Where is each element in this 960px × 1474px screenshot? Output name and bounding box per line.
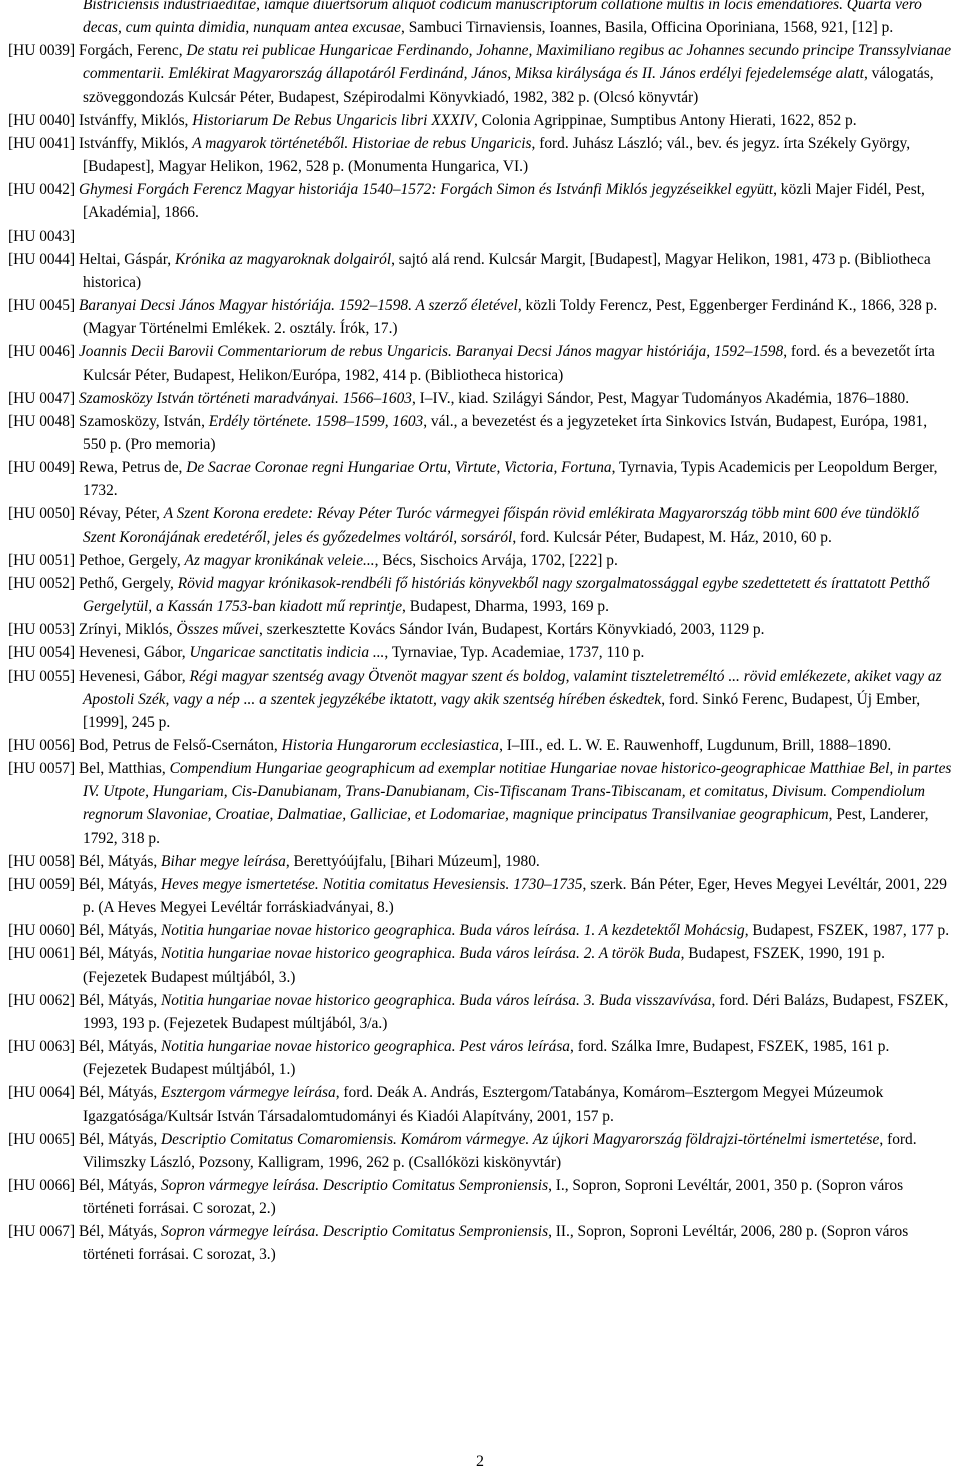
entry-id: [HU 0039] bbox=[8, 42, 76, 60]
bibliography-entry bbox=[8, 502, 952, 548]
title-text: Baranyai Decsi János Magyar históriája. 1592–1598. A szerző életével bbox=[78, 297, 518, 315]
entry-id: [HU 0050] bbox=[8, 505, 76, 523]
citation-text: Szamosközy, István, bbox=[78, 412, 209, 430]
citation-text: Forgách, Ferenc, bbox=[78, 42, 187, 60]
citation-text: , Berettyóújfalu, [Bihari Múzeum], 1980. bbox=[285, 852, 540, 870]
bibliography-entry bbox=[8, 109, 952, 132]
bibliography-list bbox=[8, 39, 952, 1266]
citation-text: Rewa, Petrus de, bbox=[78, 459, 187, 477]
citation-text: Pethő, Gergely, bbox=[78, 574, 178, 592]
title-text: Notitia hungariae novae historico geographica. Buda város leírása. 1. A kezdetektől Mohácsig bbox=[161, 922, 745, 940]
citation-text: Bel, Matthias, bbox=[78, 760, 170, 778]
title-text: A magyarok történetéből. Historiae de rebus Ungaricis bbox=[192, 134, 532, 152]
bibliography-entry bbox=[8, 989, 952, 1035]
citation-text: Bél, Mátyás, bbox=[78, 1223, 162, 1241]
entry-id: [HU 0058] bbox=[8, 852, 76, 870]
bibliography-entry bbox=[8, 132, 952, 178]
citation-text: Hevenesi, Gábor, bbox=[78, 644, 190, 662]
bibliography-entry bbox=[8, 456, 952, 502]
citation-text: , szerkesztette Kovács Sándor Iván, Budapest, Kortárs Könyvkiadó, 2003, 1129 p. bbox=[258, 621, 765, 639]
bibliography-entry bbox=[8, 178, 952, 224]
entry-id: [HU 0048] bbox=[8, 412, 76, 430]
citation-text: , Colonia Agrippinae, Sumptibus Antony Hierati, 1622, 852 p. bbox=[473, 111, 857, 129]
title-text: Notitia hungariae novae historico geographica. Pest város leírása bbox=[161, 1038, 571, 1056]
entry-id: [HU 0064] bbox=[8, 1084, 76, 1102]
title-text: Heves megye ismertetése. Notitia comitatus Hevesiensis. 1730–1735 bbox=[161, 875, 583, 893]
citation-text: , közli Toldy Ferencz, Pest, Eggenberger Ferdinánd K., 1866, 328 p. (Magyar Történelmi Emlékek. 2. osztály. Írók, 17.) bbox=[83, 297, 938, 338]
citation-text: , közli Majer Fidél, Pest, [Akadémia], 1866. bbox=[83, 181, 925, 222]
entry-id: [HU 0062] bbox=[8, 991, 76, 1009]
title-text: Descriptio Comitatus Comaromiensis. Komárom vármegye. Az újkori Magyarország földrajzi-történelmi ismertetése bbox=[161, 1130, 880, 1148]
citation-text: Bél, Mátyás, bbox=[78, 945, 162, 963]
bibliography-entry bbox=[8, 1081, 952, 1127]
entry-id: [HU 0046] bbox=[8, 343, 76, 361]
citation-text: , I–IV., kiad. Szilágyi Sándor, Pest, Magyar Tudományos Akadémia, 1876–1880. bbox=[411, 389, 910, 407]
citation-text: , ford. Szálka Imre, Budapest, FSZEK, 1985, 161 p. (Fejezetek Budapest múltjából, 1.) bbox=[83, 1038, 890, 1079]
citation-text: Heltai, Gáspár, bbox=[78, 250, 175, 268]
bibliography-page bbox=[8, 0, 952, 1267]
bibliography-entry bbox=[8, 1128, 952, 1174]
entry-id: [HU 0045] bbox=[8, 297, 76, 315]
citation-text: Bél, Mátyás, bbox=[78, 852, 162, 870]
bibliography-entry bbox=[8, 641, 952, 664]
title-text: De Sacrae Coronae regni Hungariae Ortu, Virtute, Victoria, Fortuna bbox=[186, 459, 612, 477]
citation-text: , II., Sopron, Soproni Levéltár, 2006, 280 p. (Sopron város történeti forrásai. C sorozat, 3.) bbox=[83, 1223, 909, 1264]
entry-id: [HU 0065] bbox=[8, 1130, 76, 1148]
citation-text: , ford. Kulcsár Péter, Budapest, M. Ház, 2010, 60 p. bbox=[512, 528, 832, 546]
entry-id: [HU 0054] bbox=[8, 644, 76, 662]
title-text: Ungaricae sanctitatis indicia ... bbox=[189, 644, 385, 662]
title-text: Bihar megye leírása bbox=[161, 852, 286, 870]
title-text: Sopron vármegye leírása. Descriptio Comitatus Semproniensis bbox=[161, 1176, 549, 1194]
citation-text: Bél, Mátyás, bbox=[78, 875, 162, 893]
citation-text: , válogatás, szöveggondozás Kulcsár Péter, Budapest, Szépirodalmi Könyvkiadó, 1982, 382 p. (Olcsó könyvtár) bbox=[83, 65, 934, 106]
title-text: Joannis Decii Barovii Commentariorum de rebus Ungaricis. Baranyai Decsi János magyar históriája, 1592–1598 bbox=[78, 343, 784, 361]
citation-text: Pethoe, Gergely, bbox=[78, 551, 185, 569]
entry-id: [HU 0040] bbox=[8, 111, 76, 129]
entry-id: [HU 0056] bbox=[8, 737, 76, 754]
citation-text: , ford. Juhász László; vál., bev. és jegyz. írta Székely György, [Budapest], Magyar Helikon, 1962, 528 p. (Monumenta Hungarica, VI.) bbox=[83, 134, 911, 176]
title-text: Bistriciensis industriaeditae, iamque diuertsorum aliquot codicum manuscriptorum collatione multis in locis emendatiores. Quarta vero decas, cum quinta dimidia, nunquam antea excusae bbox=[83, 0, 922, 37]
entry-id: [HU 0044] bbox=[8, 250, 76, 268]
bibliography-entry bbox=[8, 757, 952, 850]
title-text: De statu rei publicae Hungaricae Ferdinando, Johanne, Maximiliano regibus ac Johannes secundo principe Transsylvianae commentarii. Emlékirat Magyarország állapotáról Ferdinánd, János, Miksa királysága és II. János erdélyi fejedelemsége alatt bbox=[83, 42, 952, 83]
title-text: Erdély története. 1598–1599, 1603 bbox=[208, 412, 424, 430]
bibliography-entry bbox=[8, 1035, 952, 1081]
title-text: Sopron vármegye leírása. Descriptio Comitatus Semproniensis bbox=[161, 1223, 549, 1241]
citation-text: , sajtó alá rend. Kulcsár Margit, [Budapest], Magyar Helikon, 1981, 473 p. (Bibliotheca historica) bbox=[83, 250, 931, 291]
title-text: A Szent Korona eredete: Révay Péter Turóc vármegyei főispán rövid emlékirata Magyarország több mint 600 éve tündöklő Szent Koronájának eredetéről, jeles és győzedelmes voltáról, sorsáról bbox=[83, 505, 920, 546]
bibliography-entry bbox=[8, 850, 952, 873]
citation-text: Bél, Mátyás, bbox=[78, 1038, 162, 1056]
bibliography-entry bbox=[8, 1174, 952, 1220]
entry-id: [HU 0067] bbox=[8, 1223, 76, 1241]
entry-id: [HU 0063] bbox=[8, 1038, 76, 1056]
bibliography-entry bbox=[8, 919, 952, 942]
citation-text: , Pest, Landerer, 1792, 318 p. bbox=[83, 806, 929, 847]
title-text: Notitia hungariae novae historico geographica. Buda város leírása. 2. A török Buda bbox=[161, 945, 681, 963]
citation-text: Révay, Péter, bbox=[78, 505, 164, 523]
title-text: Compendium Hungariae geographicum ad exemplar notitiae Hungariae novae historico-geographicae Matthiae Bel, in partes IV. Utpote, Hungariam, Cis-Danubianam, Trans-Danubianam, Cis-Tifiscanam Trans-Tibiscanam, et comitatus, Divisum. Compendiolum regnorum Slavoniae, Croatiae, Dalmatiae, Galliciae, et Lodomariae, magnique principatus Transilvaniae geographicum bbox=[83, 760, 952, 824]
title-text: Historiarum De Rebus Ungaricis libri XXXIV bbox=[192, 111, 474, 129]
bibliography-entry bbox=[8, 225, 952, 248]
citation-text: Bél, Mátyás, bbox=[78, 1084, 162, 1102]
title-text: Ghymesi Forgách Ferencz Magyar historiája 1540–1572: Forgách Simon és Istvánfi Miklós jegyzéseikkel együtt bbox=[78, 181, 774, 199]
citation-text: Bél, Mátyás, bbox=[78, 922, 162, 940]
entry-id: [HU 0059] bbox=[8, 875, 76, 893]
citation-text: , ford. Déri Balázs, Budapest, FSZEK, 1993, 193 p. (Fejezetek Budapest múltjából, 3/a.) bbox=[83, 991, 949, 1032]
entry-id: [HU 0051] bbox=[8, 551, 76, 569]
bibliography-entry bbox=[8, 39, 952, 108]
citation-text: Bél, Mátyás, bbox=[78, 1130, 162, 1148]
bibliography-entry bbox=[8, 1220, 952, 1266]
citation-text: Istvánffy, Miklós, bbox=[78, 134, 193, 152]
citation-text: , Bécs, Sischoics Arvája, 1702, [222] p. bbox=[374, 551, 618, 569]
title-text: Összes művei bbox=[176, 621, 259, 639]
bibliography-entry bbox=[8, 665, 952, 734]
bibliography-entry bbox=[8, 340, 952, 386]
title-text: Krónika az magyaroknak dolgairól bbox=[174, 250, 392, 268]
title-text: Notitia hungariae novae historico geographica. Buda város leírása. 3. Buda visszavívása bbox=[161, 991, 712, 1009]
citation-text: , Budapest, FSZEK, 1987, 177 p. bbox=[744, 922, 950, 940]
entry-id: [HU 0042] bbox=[8, 181, 76, 199]
citation-text: Hevenesi, Gábor, bbox=[78, 667, 190, 685]
citation-text: , ford. Vilimszky László, Pozsony, Kalligram, 1996, 262 p. (Csallóközi kiskönyvtár) bbox=[83, 1130, 917, 1171]
citation-text: Bél, Mátyás, bbox=[78, 1176, 162, 1194]
citation-text: , Tyrnaviae, Typ. Academiae, 1737, 110 p. bbox=[384, 644, 645, 662]
title-text: Szamosközy István történeti maradványai. 1566–1603 bbox=[78, 389, 412, 407]
bibliography-entry bbox=[8, 734, 952, 757]
bibliography-entry bbox=[8, 572, 952, 618]
title-text: Rövid magyar krónikasok-rendbéli fő históriás könyvekből nagy szorgalmatossággal egybe szedettetett és írattatott Petthő Gergelytül, a Kassán 1753-ban kiadott mű reprintje bbox=[83, 574, 930, 616]
page-number: 2 bbox=[476, 1453, 484, 1470]
citation-text: , Tyrnavia, Typis Academicis per Leopoldum Berger, 1732. bbox=[83, 459, 938, 500]
citation-text: , I., Sopron, Soproni Levéltár, 2001, 350 p. (Sopron város történeti forrásai. C sorozat, 2.) bbox=[83, 1176, 904, 1218]
citation-text: , ford. és a bevezetőt írta Kulcsár Péter, Budapest, Helikon/Európa, 1982, 414 p. (Bibliotheca historica) bbox=[83, 343, 935, 384]
entry-id: [HU 0049] bbox=[8, 459, 76, 477]
citation-text: , I–III., ed. L. W. E. Rauwenhoff, Lugdunum, Brill, 1888–1890. bbox=[499, 737, 892, 754]
citation-text: , Sambuci Tirnaviensis, Ioannes, Basila, Officina Oporiniana, 1568, 921, [12] p. bbox=[401, 19, 894, 37]
citation-text: , Budapest, Dharma, 1993, 169 p. bbox=[402, 598, 609, 616]
continued-entry bbox=[8, 0, 952, 39]
entry-id: [HU 0066] bbox=[8, 1176, 76, 1194]
citation-text: , ford. Sinkó Ferenc, Budapest, Új Ember, [1999], 245 p. bbox=[83, 690, 921, 731]
citation-text: , ford. Deák A. András, Esztergom/Tatabánya, Komárom–Esztergom Megyei Múzeumok Igazgatósága/Kultsár István Társadalomtudományi és Kiadói Alapítvány, 2001, 157 p. bbox=[83, 1084, 884, 1125]
bibliography-entry bbox=[8, 549, 952, 572]
title-text: Historia Hungarorum ecclesiastica bbox=[281, 737, 500, 754]
entry-id: [HU 0055] bbox=[8, 667, 76, 685]
bibliography-entry bbox=[8, 618, 952, 641]
citation-text: , szerk. Bán Péter, Eger, Heves Megyei Levéltár, 2001, 229 p. (A Heves Megyei Levéltár forráskiadványai, 8.) bbox=[83, 875, 947, 917]
title-text: Esztergom vármegye leírása bbox=[161, 1084, 336, 1102]
entry-id: [HU 0057] bbox=[8, 760, 76, 778]
bibliography-entry bbox=[8, 387, 952, 410]
bibliography-entry bbox=[8, 873, 952, 919]
citation-text: , vál., a bevezetést és a jegyzeteket írta Sinkovics István, Budapest, Európa, 1981, 550 p. (Pro memoria) bbox=[83, 412, 928, 453]
bibliography-entry bbox=[8, 248, 952, 294]
entry-id: [HU 0047] bbox=[8, 389, 76, 407]
citation-text: Zrínyi, Miklós, bbox=[78, 621, 177, 639]
bibliography-entry bbox=[8, 942, 952, 988]
entry-id: [HU 0053] bbox=[8, 621, 76, 639]
citation-text: Bél, Mátyás, bbox=[78, 991, 162, 1009]
entry-id: [HU 0041] bbox=[8, 134, 76, 152]
bibliography-entry bbox=[8, 294, 952, 340]
entry-id: [HU 0061] bbox=[8, 945, 76, 963]
citation-text: Istvánffy, Miklós, bbox=[78, 111, 193, 129]
entry-id: [HU 0043] bbox=[8, 227, 76, 245]
citation-text: , Budapest, FSZEK, 1990, 191 p. (Fejezetek Budapest múltjából, 3.) bbox=[83, 945, 885, 986]
entry-id: [HU 0052] bbox=[8, 574, 76, 592]
citation-text: Bod, Petrus de Felső-Csernáton, bbox=[78, 737, 282, 754]
title-text: Régi magyar szentség avagy Ötvenöt magyar szent és boldog, valamint tiszteletreméltó ... rövid emlékezete, akiket vagy az Apostoli Szék, vagy a nép ... a szentek jegyzékébe iktatott, vagy akik szentség hírében éskedtek bbox=[83, 667, 942, 708]
entry-id: [HU 0060] bbox=[8, 922, 76, 940]
bibliography-entry bbox=[8, 410, 952, 456]
title-text: Az magyar kronikának veleie... bbox=[184, 551, 375, 569]
